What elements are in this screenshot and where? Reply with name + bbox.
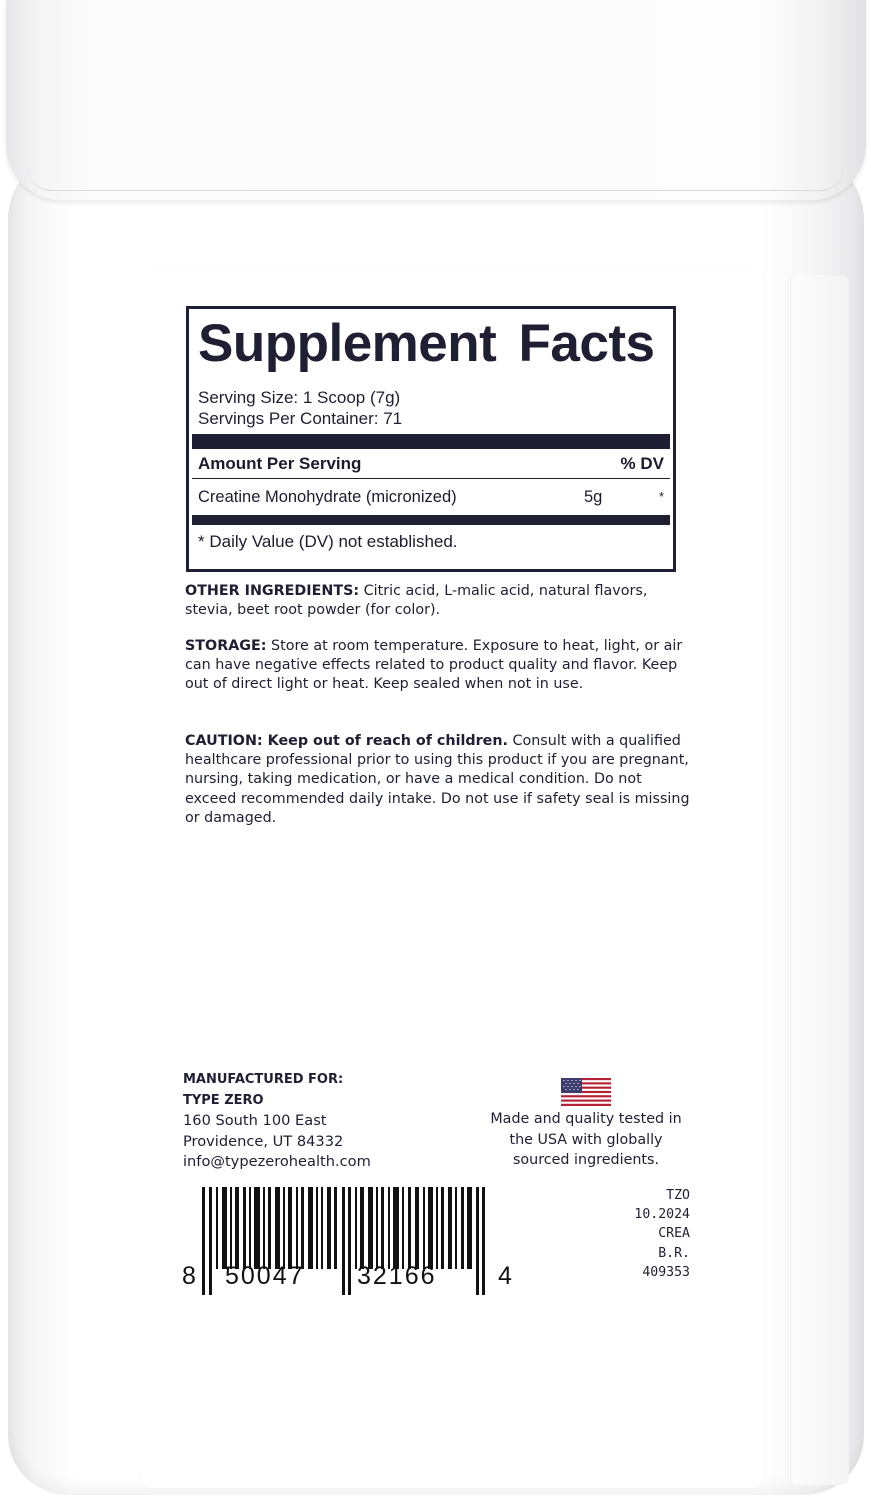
address-line-2: Providence, UT 84332 bbox=[183, 1132, 344, 1150]
made-in-line-1: Made and quality tested in bbox=[490, 1111, 682, 1127]
facts-thick-divider bbox=[192, 434, 670, 449]
facts-medium-divider bbox=[192, 515, 670, 525]
lid-ridge bbox=[28, 168, 844, 191]
jar-lid bbox=[6, 0, 866, 200]
address-line-1: 160 South 100 East bbox=[183, 1112, 327, 1129]
manufactured-for-label: MANUFACTURED FOR: bbox=[183, 1072, 344, 1087]
barcode-digit-last: 4 bbox=[498, 1262, 514, 1290]
supplement-facts-panel bbox=[186, 306, 676, 572]
barcode-group-right: 32166 bbox=[357, 1262, 437, 1290]
amount-header-row bbox=[198, 453, 664, 478]
nutrient-name: Creatine Monohydrate (micronized) bbox=[198, 488, 457, 506]
company-name: TYPE ZERO bbox=[183, 1092, 264, 1108]
lot-code-line: TZO bbox=[666, 1188, 690, 1203]
us-flag-icon bbox=[561, 1078, 611, 1106]
nutrient-amount: 5g bbox=[584, 488, 603, 506]
facts-footnote: * Daily Value (DV) not established. bbox=[198, 532, 458, 551]
made-in-line-3: sourced ingredients. bbox=[512, 1152, 660, 1168]
nutrient-row bbox=[198, 479, 664, 515]
jar-side-strip bbox=[790, 275, 849, 1485]
lot-code-line: 10.2024 bbox=[634, 1207, 690, 1223]
barcode-digit-first: 8 bbox=[182, 1262, 198, 1290]
storage-text: Store at room temperature. Exposure to heat, light, or air can have negative effects related to product quality and flavor. Keep out of direct light or heat. Keep sealed when not in use. bbox=[185, 638, 683, 693]
lot-code-line: 409353 bbox=[642, 1264, 690, 1280]
nutrient-dv: * bbox=[658, 489, 664, 504]
barcode-group-left: 50047 bbox=[225, 1262, 305, 1290]
storage-info bbox=[185, 637, 690, 695]
other-ingredients-text: Citric acid, L-malic acid, natural flavors, stevia, beet root powder (for color). bbox=[185, 583, 648, 619]
other-ingredients bbox=[185, 582, 690, 620]
contact-email: info@typezerohealth.com bbox=[183, 1153, 371, 1170]
made-in-line-2: the USA with globally bbox=[509, 1131, 663, 1148]
manufacturer-block bbox=[183, 1070, 443, 1173]
other-ingredients-label: OTHER INGREDIENTS: bbox=[185, 583, 360, 599]
made-in-usa-block bbox=[470, 1078, 702, 1171]
lot-code-line: CREA bbox=[658, 1226, 690, 1242]
servings-per-container: Servings Per Container: 71 bbox=[198, 409, 403, 428]
amount-per-serving-label: Amount Per Serving bbox=[198, 454, 362, 473]
caution-text: Consult with a qualified healthcare professional prior to using this product if you are pregnant, nursing, taking medication, or have a medical condition. Do not exceed recommended daily intake. Do not use if safety seal is missing or damaged. bbox=[185, 733, 690, 826]
lot-codes bbox=[600, 1186, 690, 1282]
dv-label: % DV bbox=[620, 454, 664, 473]
caution-label: CAUTION: Keep out of reach of children. bbox=[185, 733, 508, 749]
storage-label: STORAGE: bbox=[185, 638, 267, 654]
lot-code-line: B.R. bbox=[658, 1245, 690, 1261]
facts-title: Supplement Facts bbox=[198, 314, 655, 373]
caution-info bbox=[185, 732, 690, 828]
serving-size: Serving Size: 1 Scoop (7g) bbox=[198, 388, 401, 407]
